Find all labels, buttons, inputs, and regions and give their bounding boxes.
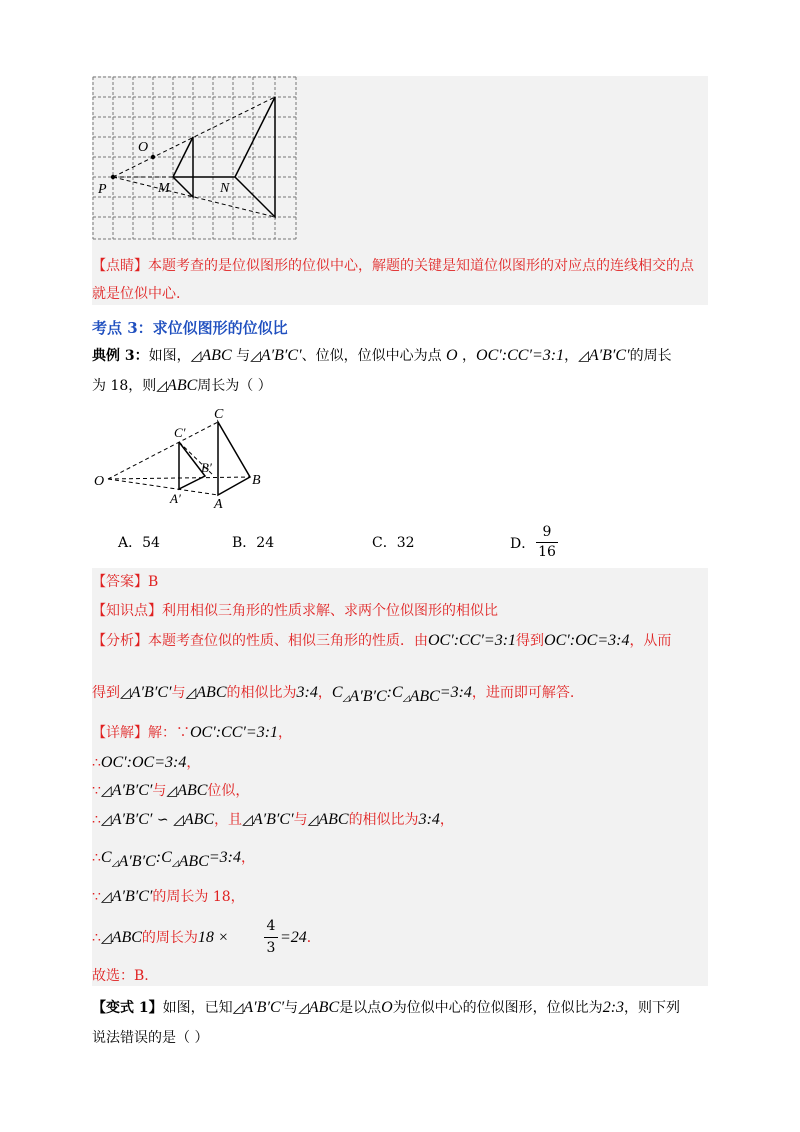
analysis-line2: 得到◿A′B′C′与◿ABC的相似比为3:4，$C_{◿A'B'C}:C_{◿ABC}=3:4$，进而即可解答. [92, 684, 575, 705]
label-c: C [214, 407, 224, 422]
point-p [111, 175, 115, 179]
point-o [151, 155, 155, 159]
detail-line7: ∴◿ABC的周长为18 × 4 3 =24． [92, 918, 321, 956]
label-m: M [158, 181, 170, 196]
knowledge-line: 【知识点】利用相似三角形的性质求解、求两个位似图形的相似比 [92, 603, 498, 619]
variant-line2: 说法错误的是（ ） [92, 1030, 209, 1046]
detail-line2: ∴OC′:OC=3:4， [92, 754, 201, 771]
fraction-numerator: 4 [266, 918, 276, 934]
dianjing-tag: 【点睛】 [92, 258, 148, 274]
fraction-denominator: 16 [538, 544, 556, 560]
option-b[interactable]: B．24 [232, 535, 275, 551]
detail-line5: $\therefore C_{◿A'B'C}:C_{◿ABC}=3:4$， [92, 849, 255, 870]
example-tag: 典例 3： [92, 348, 149, 364]
dianjing-line1 [92, 256, 694, 276]
label-c-prime: C′ [174, 425, 186, 440]
variant-line1: 【变式 1】如图，已知◿A′B′C′与◿ABC是以点O为位似中心的位似图形，位似比为2:3，则下列 [92, 999, 681, 1016]
dianjing-text1: 本题考查的是位似图形的位似中心，解题的关键是知道位似图形的对应点的连线相交的点 [148, 258, 694, 274]
option-a[interactable]: A．54 [118, 535, 160, 551]
detail-line1: 【详解】解：∵OC′:CC′=3:1， [92, 724, 293, 741]
section-heading: 考点 3：求位似图形的位似比 [92, 319, 288, 337]
label-o: O [94, 474, 105, 489]
figure2-homothety-diagram [92, 404, 272, 514]
example-line1: 典例 3：如图，◿ABC 与◿A′B′C′、位似，位似中心为点 O ，OC′:CC′=3:1，◿A′B′C′的周长 [92, 347, 672, 364]
triangle-abc [218, 422, 250, 495]
fraction-numerator: 9 [542, 524, 552, 540]
label-a-prime: A′ [170, 491, 181, 506]
variant-tag: 【变式 1】 [92, 1000, 163, 1016]
label-a: A [214, 497, 223, 512]
option-c[interactable]: C．32 [372, 535, 415, 551]
detail-choose: 故选：B. [92, 968, 149, 984]
figure1-grid-diagram [92, 76, 297, 241]
label-o: O [138, 140, 149, 155]
detail-line4: ∴◿A′B′C′ ∽ ◿ABC，且◿A′B′C′与◿ABC的相似比为3:4， [92, 811, 454, 828]
label-p: P [98, 182, 107, 197]
label-b-prime: B′ [201, 460, 212, 475]
detail-line3: ∵◿A′B′C′与◿ABC位似， [92, 782, 250, 799]
example-line2: 为 18，则◿ABC周长为（ ） [92, 377, 272, 394]
fraction-denominator: 3 [266, 940, 276, 956]
dianjing-line2: 就是位似中心. [92, 286, 181, 302]
detail-line6: ∵◿A′B′C′的周长为 18， [92, 888, 245, 905]
answer-line: 【答案】B [92, 574, 159, 590]
analysis-line1: 【分析】本题考查位似的性质、相似三角形的性质．由OC′:CC′=3:1得到OC′:OC=3:4，从而 [92, 632, 672, 649]
label-b: B [252, 473, 261, 488]
label-n: N [220, 181, 230, 196]
